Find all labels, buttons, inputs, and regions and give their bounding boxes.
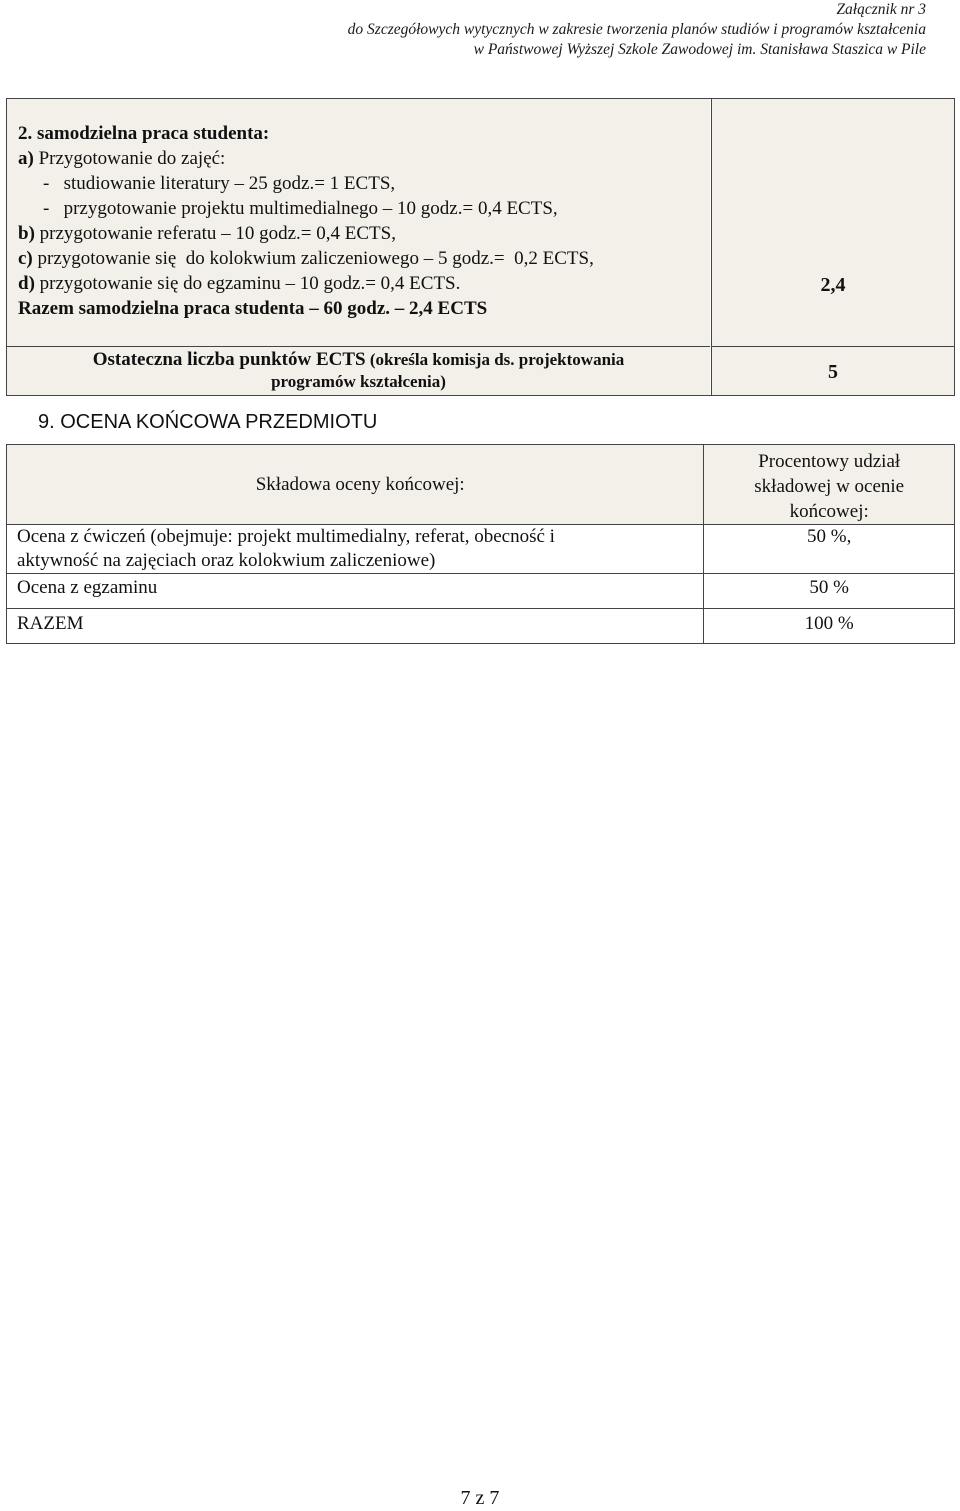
item-c-marker: c) bbox=[18, 248, 33, 269]
table-header-row bbox=[7, 445, 955, 525]
share-header-line-2: składowej w ocenie bbox=[754, 476, 905, 497]
item-b-marker: b) bbox=[18, 223, 35, 244]
share-cell: 50 %, bbox=[704, 525, 955, 574]
document-header bbox=[348, 0, 926, 60]
share-cell: 50 % bbox=[704, 574, 955, 609]
item-d-marker: d) bbox=[18, 273, 35, 294]
institution-name: w Państwowej Wyższej Szkole Zawodowej im. Stanisława Staszica w Pile bbox=[473, 41, 926, 58]
student-work-cell bbox=[7, 99, 710, 347]
final-ects-note-2: programów kształcenia) bbox=[271, 372, 446, 391]
final-ects-label: Ostateczna liczba punktów ECTS bbox=[92, 349, 366, 370]
section-title: 9. OCENA KOŃCOWA PRZEDMIOTU bbox=[38, 411, 378, 433]
final-ects-label-cell bbox=[7, 347, 710, 395]
component-cell bbox=[7, 525, 704, 574]
final-ects-value: 5 bbox=[712, 347, 954, 395]
component-cell: RAZEM bbox=[7, 609, 704, 644]
item-a-subitem-project: - przygotowanie projektu multimedialnego – 10 godz.= 0,4 ECTS, bbox=[43, 198, 558, 219]
ects-table bbox=[6, 98, 955, 396]
component-header: Składowa oceny końcowej: bbox=[7, 445, 704, 525]
table-row bbox=[7, 574, 955, 609]
section-label: 2. samodzielna praca studenta: bbox=[18, 123, 270, 144]
student-work-ects-value: 2,4 bbox=[712, 99, 954, 347]
item-d-text: przygotowanie się do egzaminu – 10 godz.= 0,4 ECTS. bbox=[34, 273, 461, 294]
total-work-text: Razem samodzielna praca studenta – 60 godz. – 2,4 ECTS bbox=[18, 298, 488, 319]
guidelines-reference: do Szczegółowych wytycznych w zakresie tworzenia planów studiów i programów kształcenia bbox=[347, 21, 926, 38]
item-a-marker: a) bbox=[18, 148, 34, 169]
share-header-line-3: końcowej: bbox=[789, 501, 869, 522]
item-b-text: przygotowanie referatu – 10 godz.= 0,4 ECTS, bbox=[34, 223, 396, 244]
share-header bbox=[704, 445, 955, 525]
annex-label: Załącznik nr 3 bbox=[836, 1, 926, 18]
component-line-2: aktywność na zajęciach oraz kolokwium zaliczeniowe) bbox=[17, 550, 436, 571]
final-ects-note-1: (określa komisja ds. projektowania bbox=[365, 350, 625, 369]
grade-table bbox=[6, 444, 955, 644]
ects-value-column bbox=[712, 99, 954, 395]
table-row bbox=[7, 609, 955, 644]
page-number: 7 z 7 bbox=[460, 1487, 500, 1509]
item-a-subitem-literature: - studiowanie literatury – 25 godz.= 1 ECTS, bbox=[43, 173, 396, 194]
ects-description-column bbox=[7, 99, 712, 395]
component-cell: Ocena z egzaminu bbox=[7, 574, 704, 609]
item-c-text: przygotowanie się do kolokwium zaliczeniowego – 5 godz.= 0,2 ECTS, bbox=[32, 248, 594, 269]
item-a-text: Przygotowanie do zajęć: bbox=[33, 148, 226, 169]
share-header-line-1: Procentowy udział bbox=[758, 451, 901, 472]
component-line-1: Ocena z ćwiczeń (obejmuje: projekt multimedialny, referat, obecność i bbox=[17, 526, 555, 547]
table-row bbox=[7, 525, 955, 574]
share-cell: 100 % bbox=[704, 609, 955, 644]
